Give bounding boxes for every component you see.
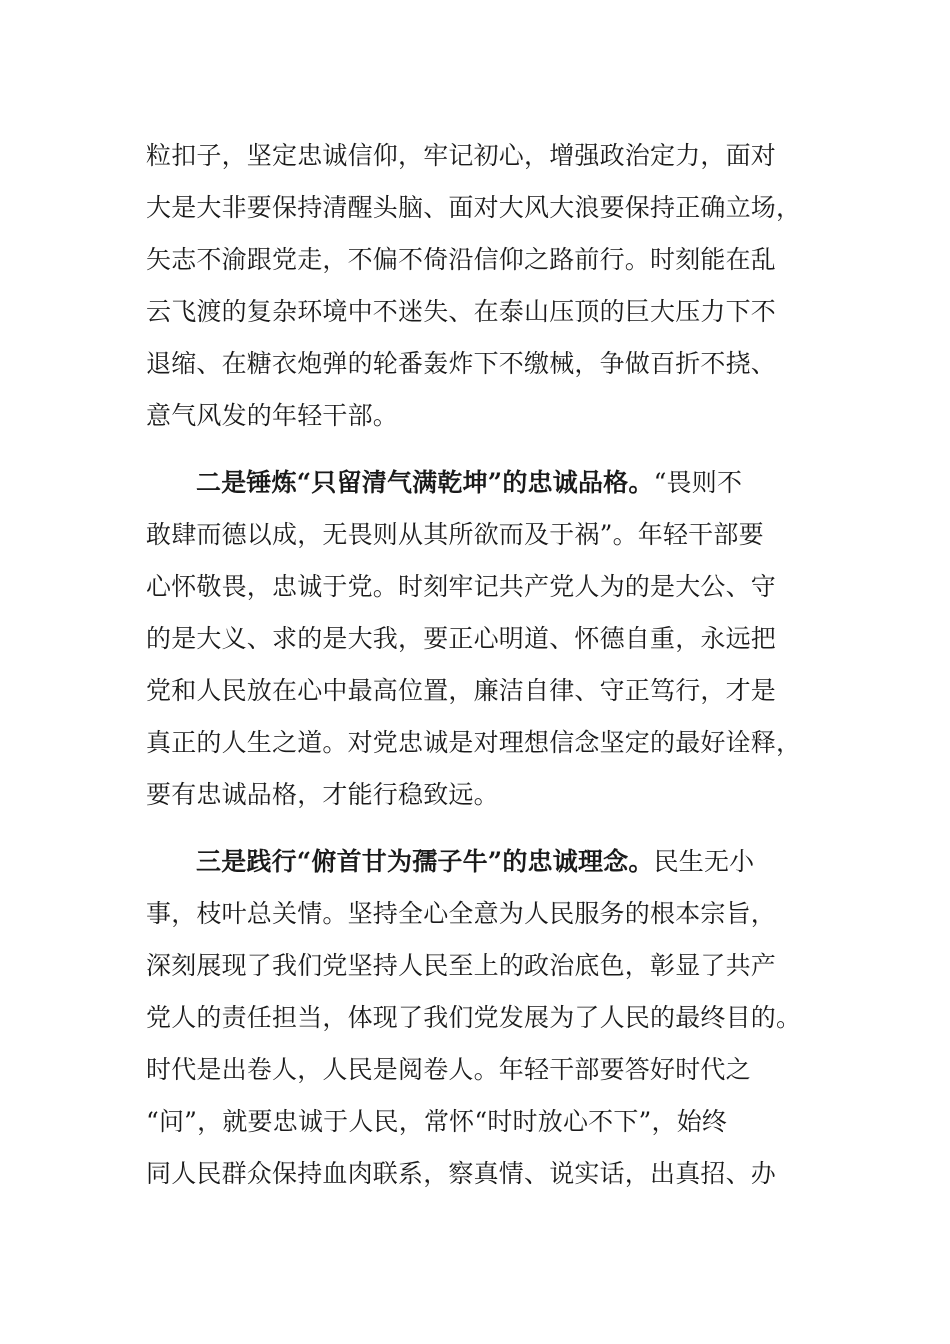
text-line: 党和人民放在心中最高位置，廉洁自律、守正笃行，才是 <box>146 676 777 705</box>
paragraph-text: “畏则不 <box>653 468 743 497</box>
paragraph-spacer <box>146 442 806 457</box>
paragraph-first-line <box>146 457 806 509</box>
text-line: 云飞渡的复杂环境中不迷失、在泰山压顶的巨大压力下不 <box>146 297 777 326</box>
text-line: 意气风发的年轻干部。 <box>146 401 399 430</box>
paragraph-heading: 三是践行“俯首甘为孺子牛”的忠诚理念。 <box>196 847 654 876</box>
text-line: 退缩、在糖衣炮弹的轮番轰炸下不缴械，争做百折不挠、 <box>146 349 777 378</box>
paragraph-spacer <box>146 821 806 836</box>
text-line: 同人民群众保持血肉联系，察真情、说实话，出真招、办 <box>146 1159 777 1188</box>
text-line: 心怀敬畏，忠诚于党。时刻牢记共产党人为的是大公、守 <box>146 572 777 601</box>
text-line: 时代是出卷人，人民是阅卷人。年轻干部要答好时代之 <box>146 1055 751 1084</box>
text-line: 的是大义、求的是大我，要正心明道、怀德自重，永远把 <box>146 624 777 653</box>
text-line: 要有忠诚品格，才能行稳致远。 <box>146 780 499 809</box>
text-line: 真正的人生之道。对党忠诚是对理想信念坚定的最好诠释， <box>146 728 802 757</box>
paragraph-heading: 二是锤炼“只留清气满乾坤”的忠诚品格。 <box>196 468 654 497</box>
paragraph-first-line <box>146 836 806 888</box>
paragraph-3 <box>146 836 806 1200</box>
text-line: 粒扣子，坚定忠诚信仰，牢记初心，增强政治定力，面对 <box>146 141 777 170</box>
text-line: 党人的责任担当，体现了我们党发展为了人民的最终目的。 <box>146 1003 802 1032</box>
text-line: 矢志不渝跟党走，不偏不倚沿信仰之路前行。时刻能在乱 <box>146 245 777 274</box>
text-line: 事，枝叶总关情。坚持全心全意为人民服务的根本宗旨， <box>146 899 777 928</box>
text-line: 敢肆而德以成，无畏则从其所欲而及于祸”。年轻干部要 <box>146 520 764 549</box>
paragraph-text: 民生无小 <box>653 847 755 876</box>
text-line: 深刻展现了我们党坚持人民至上的政治底色，彰显了共产 <box>146 951 777 980</box>
text-line: “问”，就要忠诚于人民，常怀“时时放心不下”，始终 <box>146 1107 728 1136</box>
document-body <box>146 130 806 1200</box>
paragraph-2 <box>146 457 806 821</box>
paragraph-1 <box>146 130 806 442</box>
text-line: 大是大非要保持清醒头脑、面对大风大浪要保持正确立场， <box>146 193 802 222</box>
